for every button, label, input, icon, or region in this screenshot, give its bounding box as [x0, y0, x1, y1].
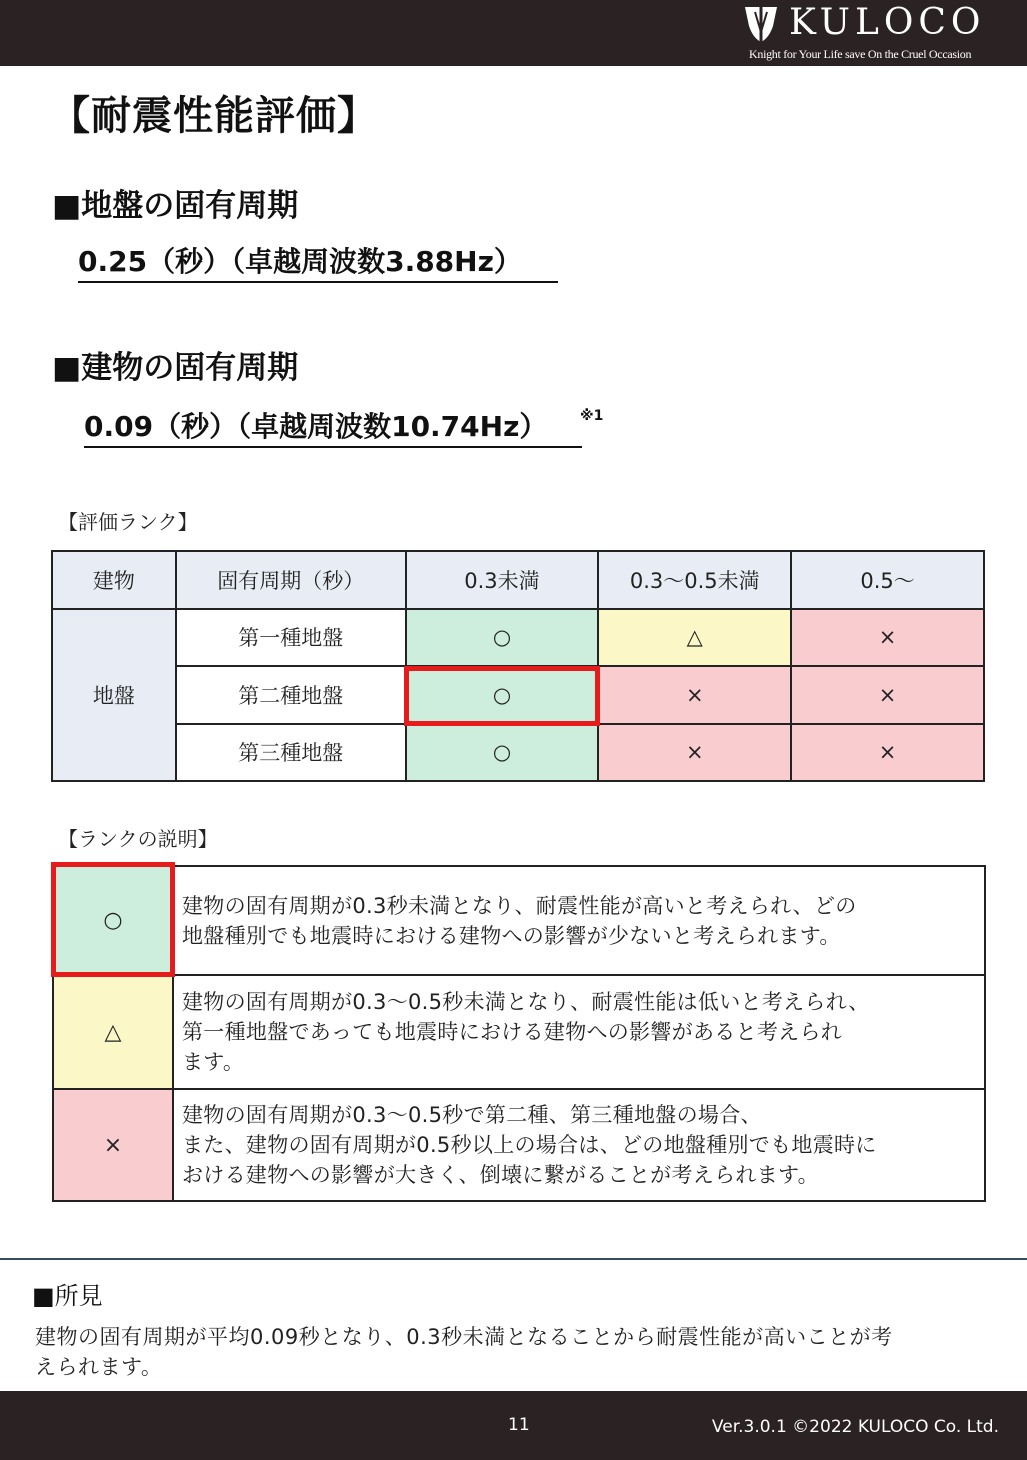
row-label-ground: 地盤: [52, 609, 176, 782]
rank-cell: △: [598, 609, 791, 667]
rank-cell: ×: [791, 609, 984, 667]
rank-cell-selected: ○: [406, 666, 599, 724]
finding-text: [35, 1322, 1005, 1382]
ground-type-1: 第一種地盤: [176, 609, 406, 667]
building-period-value: 0.09（秒）（卓越周波数10.74Hz）: [84, 405, 582, 448]
description-line: 建物の固有周期が0.3秒未満となり、耐震性能が高いと考えられ、どの: [182, 893, 857, 918]
header-over-0-5: 0.5〜: [791, 551, 984, 609]
description-line: 第一種地盤であっても地震時における建物への影響があると考えられ: [182, 1020, 843, 1044]
ground-period-value: 0.25（秒）（卓越周波数3.88Hz）: [78, 240, 558, 283]
description-line: ます。: [182, 1050, 245, 1074]
finding-heading: ■所見: [32, 1282, 103, 1310]
table-row: [52, 609, 984, 667]
table-row: [53, 975, 985, 1089]
page-footer: [0, 1391, 1027, 1460]
footnote-marker: ※1: [580, 408, 604, 424]
page-header: [0, 0, 1027, 66]
rank-table-heading: 【評価ランク】: [58, 510, 198, 534]
ground-period-heading: ■地盤の固有周期: [52, 188, 299, 224]
rank-symbol-poor: ×: [53, 1089, 173, 1201]
page-number: 11: [508, 1415, 530, 1435]
rank-description: [173, 975, 985, 1089]
explanation-table: [52, 865, 986, 1202]
rank-cell: ×: [598, 724, 791, 782]
kuloco-logo: [743, 4, 1003, 62]
rank-symbol-fair: △: [53, 975, 173, 1089]
selected-rank-highlight: [404, 666, 600, 726]
ground-type-3: 第三種地盤: [176, 724, 406, 782]
table-row: [53, 1089, 985, 1201]
section-divider: [0, 1258, 1027, 1260]
rank-table-header-row: [52, 551, 984, 609]
logo-wordmark: KULOCO: [789, 2, 986, 43]
description-line: 地盤種別でも地震時における建物への影響が少ないと考えられます。: [182, 923, 841, 948]
rank-cell: ○: [406, 724, 599, 782]
finding-line: 建物の固有周期が平均0.09秒となり、0.3秒未満となることから耐震性能が高いことが考: [35, 1325, 893, 1349]
explanation-heading: 【ランクの説明】: [58, 827, 218, 851]
header-under-0-3: 0.3未満: [406, 551, 599, 609]
rank-description: [173, 866, 985, 975]
selected-explanation-highlight: [51, 862, 175, 977]
description-line: おける建物への影響が大きく、倒壊に繋がることが考えられます。: [182, 1163, 819, 1187]
table-row: [52, 724, 984, 782]
page-title: 【耐震性能評価】: [50, 93, 378, 139]
header-building: 建物: [52, 551, 176, 609]
logo-tagline: Knight for Your Life save On the Cruel Occasion: [749, 47, 972, 61]
finding-line: えられます。: [35, 1355, 163, 1379]
rank-description: [173, 1089, 985, 1201]
rank-cell: ×: [598, 666, 791, 724]
rank-symbol-good: ○: [53, 866, 173, 975]
shield-logo-icon: [743, 4, 779, 44]
copyright-text: Ver.3.0.1 ©2022 KULOCO Co. Ltd.: [711, 1417, 999, 1437]
description-line: また、建物の固有周期が0.5秒以上の場合は、どの地盤種別でも地震時に: [182, 1133, 877, 1157]
rank-cell: ×: [791, 724, 984, 782]
header-0-3-to-0-5: 0.3〜0.5未満: [598, 551, 791, 609]
ground-type-2: 第二種地盤: [176, 666, 406, 724]
description-line: 建物の固有周期が0.3〜0.5秒で第二種、第三種地盤の場合、: [182, 1103, 762, 1127]
rank-cell: ×: [791, 666, 984, 724]
building-period-heading: ■建物の固有周期: [52, 350, 299, 386]
header-period: 固有周期（秒）: [176, 551, 406, 609]
table-row: [53, 866, 985, 975]
rank-cell: ○: [406, 609, 599, 667]
description-line: 建物の固有周期が0.3〜0.5秒未満となり、耐震性能は低いと考えられ、: [182, 990, 870, 1014]
